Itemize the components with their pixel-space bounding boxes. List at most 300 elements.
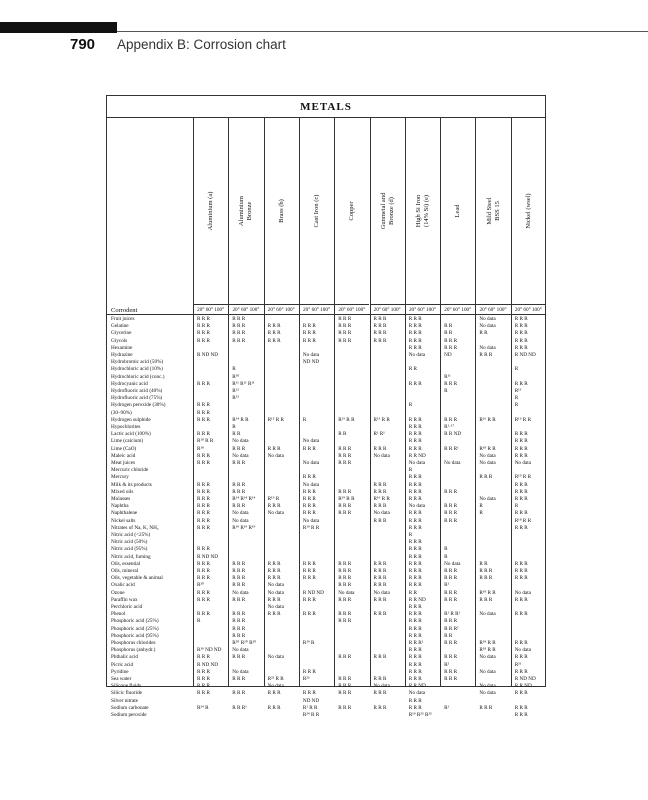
table-row — [107, 431, 545, 438]
rating-cell: R R R — [338, 316, 352, 322]
rating-cell: R R R — [338, 676, 352, 682]
rating-cell: R R R — [444, 568, 458, 574]
rating-cell: R R R — [514, 640, 528, 646]
table-row — [107, 374, 545, 381]
rating-cell: R¹⁶ R R — [479, 416, 496, 423]
column-header-label: Copper — [348, 201, 356, 221]
rating-cell: No data — [267, 604, 284, 610]
rating-cell: No data — [232, 647, 249, 654]
rating-cell: R R R — [408, 380, 422, 387]
corrodent-name: Meat juices — [111, 460, 136, 466]
rating-cell: R — [408, 402, 413, 409]
rating-cell: R R R — [232, 323, 246, 330]
rating-cell: R R R — [514, 438, 528, 445]
temperature-heading: 20° 60° 100° — [373, 307, 401, 313]
rating-cell: R R R — [232, 316, 246, 322]
column-header-label: High Si Iron (14% Si) (e) — [414, 194, 430, 228]
table-row — [107, 482, 545, 489]
rating-cell: R R R — [302, 323, 316, 330]
rating-cell: R ND ND — [514, 352, 536, 358]
rating-cell: R R R — [197, 676, 210, 682]
rating-cell: No data — [338, 589, 355, 596]
rating-cell: R R R — [514, 524, 528, 531]
rating-cell: No data — [267, 510, 284, 517]
rating-cell: R R R — [408, 510, 422, 517]
rating-cell: R R R — [267, 568, 281, 574]
rating-cell: R R ND — [514, 683, 532, 690]
table-row — [107, 496, 545, 503]
column-header-label: Gunmetal and Bronze (d) — [379, 192, 395, 230]
rating-cell: No data — [514, 647, 531, 654]
rating-cell: R R R — [232, 445, 246, 452]
rating-cell: R ND ND — [197, 352, 219, 358]
rating-cell: R R R — [408, 344, 422, 351]
rating-cell: R R R — [302, 503, 316, 510]
rating-cell: R R R — [373, 481, 387, 488]
temperature-heading: 20° 60° 100° — [303, 307, 331, 313]
column-header — [370, 118, 405, 305]
corrodent-name: Hydrogen sulphide — [111, 416, 151, 423]
table-row — [107, 633, 545, 640]
corrodent-name: Silicic fluoride — [111, 690, 142, 697]
rating-cell: No data — [514, 460, 531, 466]
rating-cell: R R R — [232, 625, 246, 632]
corrodent-name: Nitric acid (95%) — [111, 546, 148, 553]
rating-cell: R²⁰ R²⁰ R²⁰ — [232, 640, 257, 646]
rating-cell: No data — [373, 510, 390, 517]
rating-cell: R R R — [232, 676, 246, 682]
rating-cell: R R R — [514, 712, 528, 718]
rating-cell: R — [444, 553, 448, 560]
corrodent-name: Hydrobromic acid (50%) — [111, 359, 164, 366]
rating-cell: R R R — [338, 611, 352, 618]
rating-cell: R R R — [197, 503, 210, 510]
rating-cell: R R R — [373, 488, 387, 495]
table-row — [107, 424, 545, 431]
rating-cell: R — [479, 503, 483, 510]
rating-cell: R²³ — [302, 676, 310, 682]
rating-cell: R R R — [408, 416, 422, 423]
rating-cell: R¹¹ R¹¹ R¹¹ — [232, 380, 255, 387]
rating-cell: R R R — [514, 344, 528, 351]
rating-cell: R R R — [408, 661, 422, 668]
rating-cell: R R R — [338, 330, 352, 337]
rating-cell: R R R — [444, 503, 458, 510]
corrodent-name: Hypochlorites — [111, 424, 141, 430]
table-row — [107, 503, 545, 510]
rating-cell: R R R — [197, 316, 210, 322]
corrodent-name: Sodium peroxide — [111, 712, 147, 718]
rating-cell: R ND ND — [197, 553, 219, 560]
rating-cell: R R R — [302, 510, 316, 517]
rating-cell: R R — [479, 560, 488, 567]
table-row — [107, 518, 545, 525]
rating-cell: R R R — [444, 510, 458, 517]
corrodent-name: Phosphoric acid (95%) — [111, 632, 159, 639]
rating-cell: R R ND — [444, 431, 462, 438]
rating-cell: R R R — [197, 510, 210, 517]
rating-cell: R¹⁹ ND ND — [197, 647, 222, 654]
corrodent-name: Hexamine — [111, 344, 133, 351]
column-header — [511, 118, 546, 305]
rating-cell: R R R — [232, 575, 246, 582]
rating-cell: No data — [302, 352, 320, 358]
corrodent-name: Oils, mineral — [111, 568, 139, 574]
corrodent-name: Hydrazine — [111, 352, 133, 358]
rating-cell: R R R — [444, 344, 458, 351]
rating-cell: R R R — [408, 632, 422, 639]
rating-cell: R ND ND — [197, 661, 219, 668]
rating-cell: No data — [479, 460, 496, 466]
table-row — [107, 590, 545, 597]
rating-cell: R R R — [338, 596, 352, 603]
rating-cell: R R R¹ — [232, 704, 247, 711]
table-row — [107, 647, 545, 654]
table-row — [107, 532, 545, 539]
rating-cell: R R R — [197, 611, 210, 618]
rating-cell: R R R — [232, 611, 246, 618]
rating-cell: ND — [444, 352, 452, 358]
rating-cell: R R R — [232, 337, 246, 344]
rating-cell: R²⁴ R — [197, 704, 209, 711]
rating-cell: R R — [444, 330, 453, 337]
rating-cell: R R R — [338, 582, 352, 589]
rating-cell: R R R — [408, 524, 422, 531]
rating-cell: R R R — [408, 704, 422, 711]
rating-cell: R R R — [232, 503, 246, 510]
header-bar — [0, 22, 117, 33]
rating-cell: R R R — [302, 474, 316, 481]
corrodent-name: Sea water — [111, 676, 132, 682]
column-header — [299, 118, 334, 305]
rating-cell: No data — [267, 589, 284, 596]
rating-cell: R R R — [514, 611, 528, 618]
corrosion-chart-table — [106, 95, 546, 718]
rating-cell: R¹⁸ R R — [479, 445, 496, 452]
corrodent-name: Maleic acid — [111, 452, 136, 459]
table-row — [107, 539, 545, 546]
rating-cell: R¹ R¹ — [373, 431, 385, 438]
rating-cell: R R R — [444, 654, 458, 661]
rating-cell: R R R — [408, 647, 422, 654]
rating-cell: R R R — [444, 640, 458, 646]
table-row — [107, 640, 545, 647]
corrodent-name: Sodium carbonate — [111, 704, 149, 711]
rating-cell: R R R — [197, 460, 210, 466]
rating-cell: R¹⁹ R — [302, 640, 315, 646]
rating-cell: R R — [232, 431, 241, 438]
corrodent-name: Naphtha — [111, 503, 129, 510]
table-row — [107, 698, 545, 705]
rating-cell: No data — [479, 316, 496, 322]
corrodent-name: Fruit juices — [111, 316, 135, 322]
corrodent-name: Perchloric acid — [111, 604, 143, 610]
rating-cell: R R R — [232, 618, 246, 625]
rating-cell: No data — [479, 452, 496, 459]
rating-cell: R¹⁹ R²⁵ R²⁵ — [408, 712, 432, 718]
column-header-label: Mild Steel BSS 15 — [485, 197, 501, 225]
rating-cell: R¹⁵ R R — [267, 416, 284, 423]
table-row — [107, 417, 545, 424]
page-number: 790 — [70, 36, 96, 53]
corrodent-name: Phosphoric acid (25%) — [111, 625, 159, 632]
rating-cell: R R R — [197, 690, 210, 697]
table-row — [107, 705, 545, 712]
rating-cell: R R R — [302, 337, 316, 344]
table-row — [107, 510, 545, 517]
rating-cell: R R R — [373, 323, 387, 330]
temperature-heading: 20° 60° 100° — [444, 307, 472, 313]
rating-cell: R R R — [338, 460, 352, 466]
rating-cell: R R R — [338, 452, 352, 459]
rating-cell: No data — [302, 438, 320, 445]
rating-cell: R¹² — [232, 395, 239, 402]
table-row — [107, 446, 545, 453]
rating-cell: R R R — [373, 582, 387, 589]
rating-cell: R R R — [232, 596, 246, 603]
rating-cell: R R R — [408, 618, 422, 625]
column-header — [264, 118, 299, 305]
temperature-heading: 20° 60° 100° — [197, 307, 225, 313]
rating-cell: R R R — [338, 618, 352, 625]
temperature-heading: 20° 60° 100° — [232, 307, 260, 313]
corrodent-name: Nitric acid (<25%) — [111, 532, 151, 538]
rating-cell: R R R — [479, 575, 493, 582]
table-row — [107, 345, 545, 352]
table-row — [107, 366, 545, 373]
rating-cell: R R R — [514, 568, 528, 574]
corrodent-name: (30–90%) — [111, 409, 132, 416]
table-row — [107, 690, 545, 697]
rating-cell: R R R — [232, 488, 246, 495]
column-header — [405, 118, 440, 305]
rating-cell: R R R — [197, 546, 210, 553]
rating-cell: No data — [302, 460, 320, 466]
rating-cell: R R R — [267, 560, 281, 567]
rating-cell: R R R — [232, 632, 246, 639]
rating-cell: ND ND — [302, 697, 320, 704]
table-row — [107, 395, 545, 402]
rating-cell: R R R — [514, 596, 528, 603]
rating-cell: R¹ — [444, 582, 450, 589]
column-header — [440, 118, 475, 305]
rating-cell: R R R — [267, 337, 281, 344]
rating-cell: R — [302, 416, 307, 423]
rating-cell: R R R — [373, 568, 387, 574]
corrodent-name: Silver nitrate — [111, 697, 138, 704]
rating-cell: R R R — [408, 323, 422, 330]
rating-cell: R R R — [514, 445, 528, 452]
rating-cell: R¹⁸ R R — [514, 517, 532, 524]
rating-cell: R ND ND — [302, 589, 324, 596]
rating-cell: R R R — [514, 330, 528, 337]
rating-cell: R — [408, 532, 413, 538]
rating-cell: R R R — [338, 704, 352, 711]
corrodent-name: Mercury — [111, 474, 129, 481]
rating-cell: R R R — [514, 380, 528, 387]
rating-cell: No data — [479, 344, 496, 351]
table-row — [107, 316, 545, 323]
rating-cell: R R R — [338, 560, 352, 567]
table-row — [107, 654, 545, 661]
rating-cell: R R R — [408, 438, 422, 445]
rating-cell: R R R — [338, 503, 352, 510]
column-header-label: Aluminium (a) — [207, 191, 215, 231]
rating-cell: R R R — [338, 510, 352, 517]
rating-cell: No data — [479, 496, 496, 502]
rating-cell: No data — [479, 611, 496, 618]
rating-cell: R¹⁸ R R — [479, 589, 496, 596]
corrodent-name: Hydrochloric acid (10%) — [111, 366, 163, 373]
rating-cell: R R R — [444, 416, 458, 423]
rating-cell: No data — [408, 460, 426, 466]
rating-cell: R¹ R R¹ — [444, 611, 461, 618]
rating-cell: R²² R R — [267, 676, 284, 682]
rating-cell: R R R — [373, 517, 387, 524]
rating-cell: R R R — [408, 424, 422, 430]
rating-cell: R R R — [408, 553, 422, 560]
rating-cell: R R R — [408, 676, 422, 682]
table-row — [107, 467, 545, 474]
table-row — [107, 626, 545, 633]
corrodent-name: Pyridine — [111, 668, 129, 675]
rating-cell: R R R — [408, 546, 422, 553]
rating-cell: No data — [514, 589, 531, 596]
rating-cell: R R R — [338, 568, 352, 574]
rating-cell: R R R — [408, 330, 422, 337]
rating-cell: No data — [444, 460, 461, 466]
table-row — [107, 546, 545, 553]
rating-cell: R R R — [408, 697, 422, 704]
table-row — [107, 453, 545, 460]
rating-cell: R R R — [514, 316, 528, 322]
rating-cell: R R R — [232, 481, 246, 488]
rating-cell: R R R — [197, 524, 210, 531]
column-header-label: Aluminium Bronze — [238, 196, 254, 226]
rating-cell: No data — [232, 452, 249, 459]
rating-cell: R R R — [302, 488, 316, 495]
corrodent-name: Oxalic acid — [111, 582, 135, 589]
rating-cell: R¹⁰ — [232, 373, 240, 380]
rating-cell: R R R — [514, 510, 528, 517]
rating-cell: R R R — [338, 654, 352, 661]
rating-cell: R¹⁹ R R — [373, 496, 390, 502]
rating-cell: No data — [373, 589, 390, 596]
rating-cell: R R R — [338, 337, 352, 344]
rating-cell: R R R — [197, 337, 210, 344]
rating-cell: R R R — [514, 690, 528, 697]
rating-cell: R — [444, 388, 448, 394]
rating-cell: No data — [373, 683, 390, 690]
table-row — [107, 525, 545, 532]
corrodent-name: Gelatine — [111, 323, 129, 330]
rating-cell: R R R — [302, 560, 316, 567]
rating-cell: R R R — [514, 668, 528, 675]
corrodent-name: Hydrofluoric acid (75%) — [111, 395, 163, 402]
rating-cell: R R R — [267, 596, 281, 603]
corrodent-label: Corrodent — [111, 307, 138, 314]
rating-cell: R R R — [302, 496, 316, 502]
corrodent-name: Hydrocyanic acid — [111, 380, 148, 387]
rating-cell: No data — [444, 560, 461, 567]
table-row — [107, 618, 545, 625]
rating-cell: ND ND — [302, 359, 320, 366]
rating-cell: R¹⁸ R R — [479, 647, 496, 654]
temperature-heading: 20° 60° 100° — [514, 307, 542, 313]
rating-cell: R¹⁹ R¹⁹ R¹⁹ — [232, 524, 256, 531]
rating-cell: R R R — [444, 596, 458, 603]
rating-cell: R R R — [408, 604, 422, 610]
rating-cell: R R R — [197, 402, 210, 409]
rating-cell: R R R — [197, 481, 210, 488]
rating-cell: R — [514, 402, 519, 409]
rating-cell: R R R — [408, 488, 422, 495]
rating-cell: R R R — [267, 503, 281, 510]
rating-cell: R R R — [232, 582, 246, 589]
rating-cell: R R R — [514, 323, 528, 330]
corrodent-name: Oils, essential — [111, 560, 141, 567]
corrodent-name: Nitrates of Na, K, NH₃ — [111, 524, 159, 531]
rating-cell: No data — [232, 510, 249, 517]
rating-cell: R¹³ — [514, 388, 522, 394]
corrodent-name: Nickel salts — [111, 517, 136, 524]
rating-cell: R R R — [408, 668, 422, 675]
rating-cell: R R R — [197, 323, 210, 330]
rating-cell: R R R — [373, 445, 387, 452]
table-row — [107, 561, 545, 568]
rating-cell: R R R — [479, 568, 493, 574]
rating-cell: R R R — [514, 481, 528, 488]
rating-cell: R R R — [267, 690, 281, 697]
rating-cell: R ND ND — [514, 676, 536, 682]
corrodent-name: Paraffin wax — [111, 596, 138, 603]
rating-cell: R R R — [338, 575, 352, 582]
rating-cell: R R R — [514, 704, 528, 711]
table-row — [107, 712, 545, 719]
rating-cell: R¹⁵ R R — [373, 416, 390, 423]
rating-cell: R — [479, 510, 483, 517]
rating-cell: R R R — [373, 690, 387, 697]
rating-cell: R R R — [197, 668, 210, 675]
column-header-label: Brass (b) — [277, 199, 285, 223]
rating-cell: R R R — [373, 676, 387, 682]
rating-cell: R R — [479, 330, 488, 337]
rating-cell: R R ND — [408, 596, 426, 603]
rating-cell: No data — [232, 589, 249, 596]
rating-cell: R R ND — [408, 683, 426, 690]
rating-cell: R R R — [408, 625, 422, 632]
rating-cell: R R R — [373, 575, 387, 582]
rating-cell: R R R — [338, 683, 352, 690]
rating-cell: R R R — [267, 330, 281, 337]
column-header — [334, 118, 369, 305]
corrodent-name: Hydrochloric acid (conc.) — [111, 373, 165, 380]
table-row — [107, 330, 545, 337]
rating-cell: R R R — [302, 445, 316, 452]
column-header — [475, 118, 510, 305]
rating-cell: No data — [408, 690, 426, 697]
rating-cell: No data — [408, 352, 426, 358]
corrodent-name: Picric acid — [111, 661, 134, 668]
temperature-heading: 20° 60° 100° — [338, 307, 366, 313]
rating-cell: R¹⁴ R R — [232, 416, 249, 423]
corrodent-name: Mercuric chloride — [111, 467, 149, 474]
rating-cell: R R R¹ — [444, 625, 459, 632]
rating-cell: R R R — [408, 575, 422, 582]
column-header-label: Lead — [454, 204, 462, 218]
table-row — [107, 323, 545, 330]
rating-cell: R R R — [338, 488, 352, 495]
